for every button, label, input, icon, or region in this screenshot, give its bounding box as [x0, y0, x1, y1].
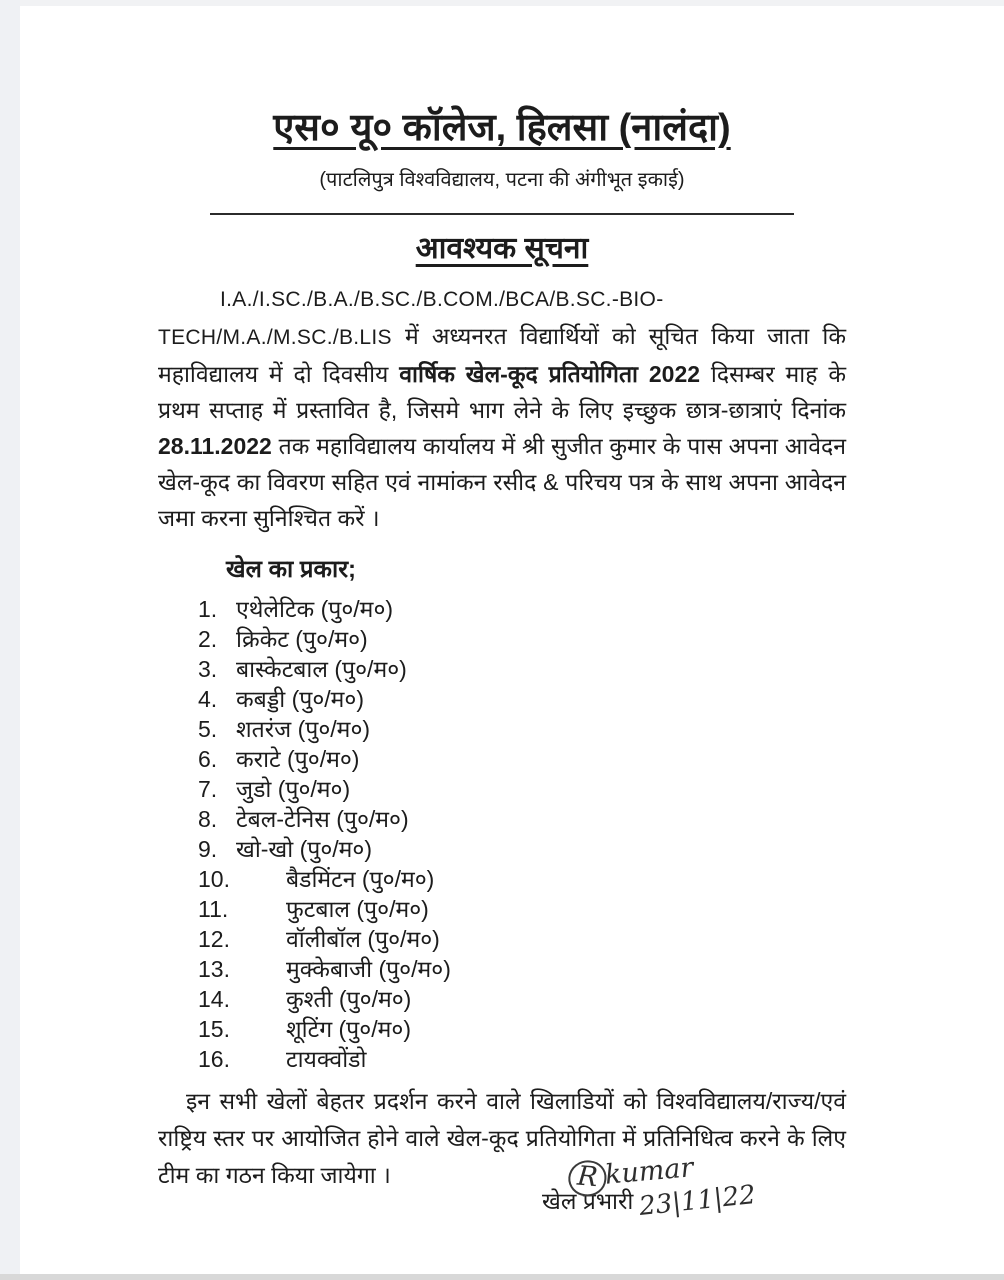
- sports-list-heading: खेल का प्रकार;: [226, 556, 356, 583]
- sport-label: जुडो (पु०/म०): [236, 776, 351, 802]
- sport-number: 5.: [198, 716, 218, 742]
- notice-heading: आवश्यक सूचना: [415, 232, 589, 265]
- sport-label: कबड्डी (पु०/म०): [236, 686, 365, 712]
- sport-number: 7.: [198, 776, 218, 802]
- sport-list-item: [198, 684, 846, 714]
- signature-initial-circle: R: [567, 1159, 608, 1198]
- sport-list-item: [198, 954, 846, 984]
- sport-number: 12.: [198, 926, 230, 952]
- sport-list-item: [198, 1014, 846, 1044]
- sport-list-item: [198, 984, 846, 1014]
- sport-list-item: [198, 834, 846, 864]
- sport-list-item: [198, 714, 846, 744]
- page-edge-bottom: [0, 1274, 1004, 1280]
- page-edge-top: [0, 0, 1004, 6]
- signature-block: [542, 1152, 798, 1223]
- college-title: एस० यू० कॉलेज, हिलसा (नालंदा): [273, 107, 731, 149]
- sport-label: बैडमिंटन (पु०/म०): [286, 866, 435, 892]
- sport-number: 14.: [198, 986, 230, 1012]
- sport-number: 10.: [198, 866, 230, 892]
- sport-label: कुश्ती (पु०/म०): [286, 986, 412, 1012]
- intro-text-1: में अध्यनरत विद्यार्थियों को सूचित किया जाता कि महाविद्यालय में दो दिवसीय: [158, 323, 846, 387]
- sport-label: फुटबाल (पु०/म०): [286, 896, 429, 922]
- sport-number: 2.: [198, 626, 218, 652]
- sport-label: शतरंज (पु०/म०): [236, 716, 371, 742]
- sport-number: 16.: [198, 1046, 230, 1072]
- sport-list-item: [198, 894, 846, 924]
- sport-list-item: [198, 594, 846, 624]
- sport-number: 8.: [198, 806, 218, 832]
- sport-number: 11.: [198, 896, 229, 922]
- sport-list-item: [198, 1044, 846, 1074]
- intro-paragraph: [158, 280, 846, 536]
- sport-label: वॉलीबॉल (पु०/म०): [286, 926, 440, 952]
- sport-label: एथेलेटिक (पु०/म०): [236, 596, 394, 622]
- signature-name: kumar: [603, 1152, 695, 1191]
- page-edge-left: [0, 0, 20, 1280]
- sport-list-item: [198, 744, 846, 774]
- sport-number: 9.: [198, 836, 218, 862]
- sport-list-item: [198, 924, 846, 954]
- sport-label: खो-खो (पु०/म०): [236, 836, 373, 862]
- sport-list-item: [198, 804, 846, 834]
- sport-number: 15.: [198, 1016, 230, 1042]
- sport-label: टायक्वोंडो: [286, 1046, 367, 1072]
- signature-date: 23|11|22: [638, 1179, 758, 1223]
- closing-paragraph: इन सभी खेलों बेहतर प्रदर्शन करने वाले खिलाडियों को विश्वविद्यालय/राज्य/एवं राष्ट्रिय स्तर पर आयोजित होने वाले खेल-कूद प्रतियोगिता में प्रतिनिधित्व करने के लिए टीम का गठन किया जायेगा ।: [158, 1088, 846, 1188]
- sport-list-item: [198, 774, 846, 804]
- sport-list-item: [198, 624, 846, 654]
- sport-label: बास्केटबाल (पु०/म०): [236, 656, 407, 682]
- course-list-line: I.A./I.SC./B.A./B.SC./B.COM./BCA/B.SC.-BIO-TECH/M.A./M.SC./B.LIS: [158, 288, 664, 349]
- intro-bold-event: वार्षिक खेल-कूद प्रतियोगिता 2022: [399, 361, 701, 387]
- sport-label: कराटे (पु०/म०): [236, 746, 360, 772]
- intro-text-2: दिसम्बर माह के प्रथम सप्ताह में प्रस्तावित है, जिसमे भाग लेने के लिए इच्छुक छात्र-छात्राएं दिनांक: [158, 361, 846, 423]
- divider-line: [210, 213, 794, 215]
- intro-bold-date: 28.11.2022: [158, 433, 272, 459]
- sport-label: मुक्केबाजी (पु०/म०): [286, 956, 451, 982]
- sport-number: 6.: [198, 746, 218, 772]
- sport-list-item: [198, 864, 846, 894]
- sport-number: 3.: [198, 656, 218, 682]
- intro-text-3: तक महाविद्यालय कार्यालय में श्री सुजीत कुमार के पास अपना आवेदन खेल-कूद का विवरण सहित एवं नामांकन रसीद & परिचय पत्र के साथ अपना आवेदन जमा करना सुनिश्चित करें ।: [158, 433, 846, 531]
- notice-document: [158, 100, 846, 1223]
- sport-number: 4.: [198, 686, 218, 712]
- sport-label: टेबल-टेनिस (पु०/म०): [236, 806, 409, 832]
- sport-label: शूटिंग (पु०/म०): [286, 1016, 411, 1042]
- college-subtitle: (पाटलिपुत्र विश्वविद्यालय, पटना की अंगीभूत इकाई): [319, 169, 685, 191]
- sport-number: 1.: [198, 596, 218, 622]
- signature-designation: खेल प्रभारी: [542, 1188, 634, 1214]
- sport-number: 13.: [198, 956, 230, 982]
- sport-list-item: [198, 654, 846, 684]
- sport-label: क्रिकेट (पु०/म०): [236, 626, 368, 652]
